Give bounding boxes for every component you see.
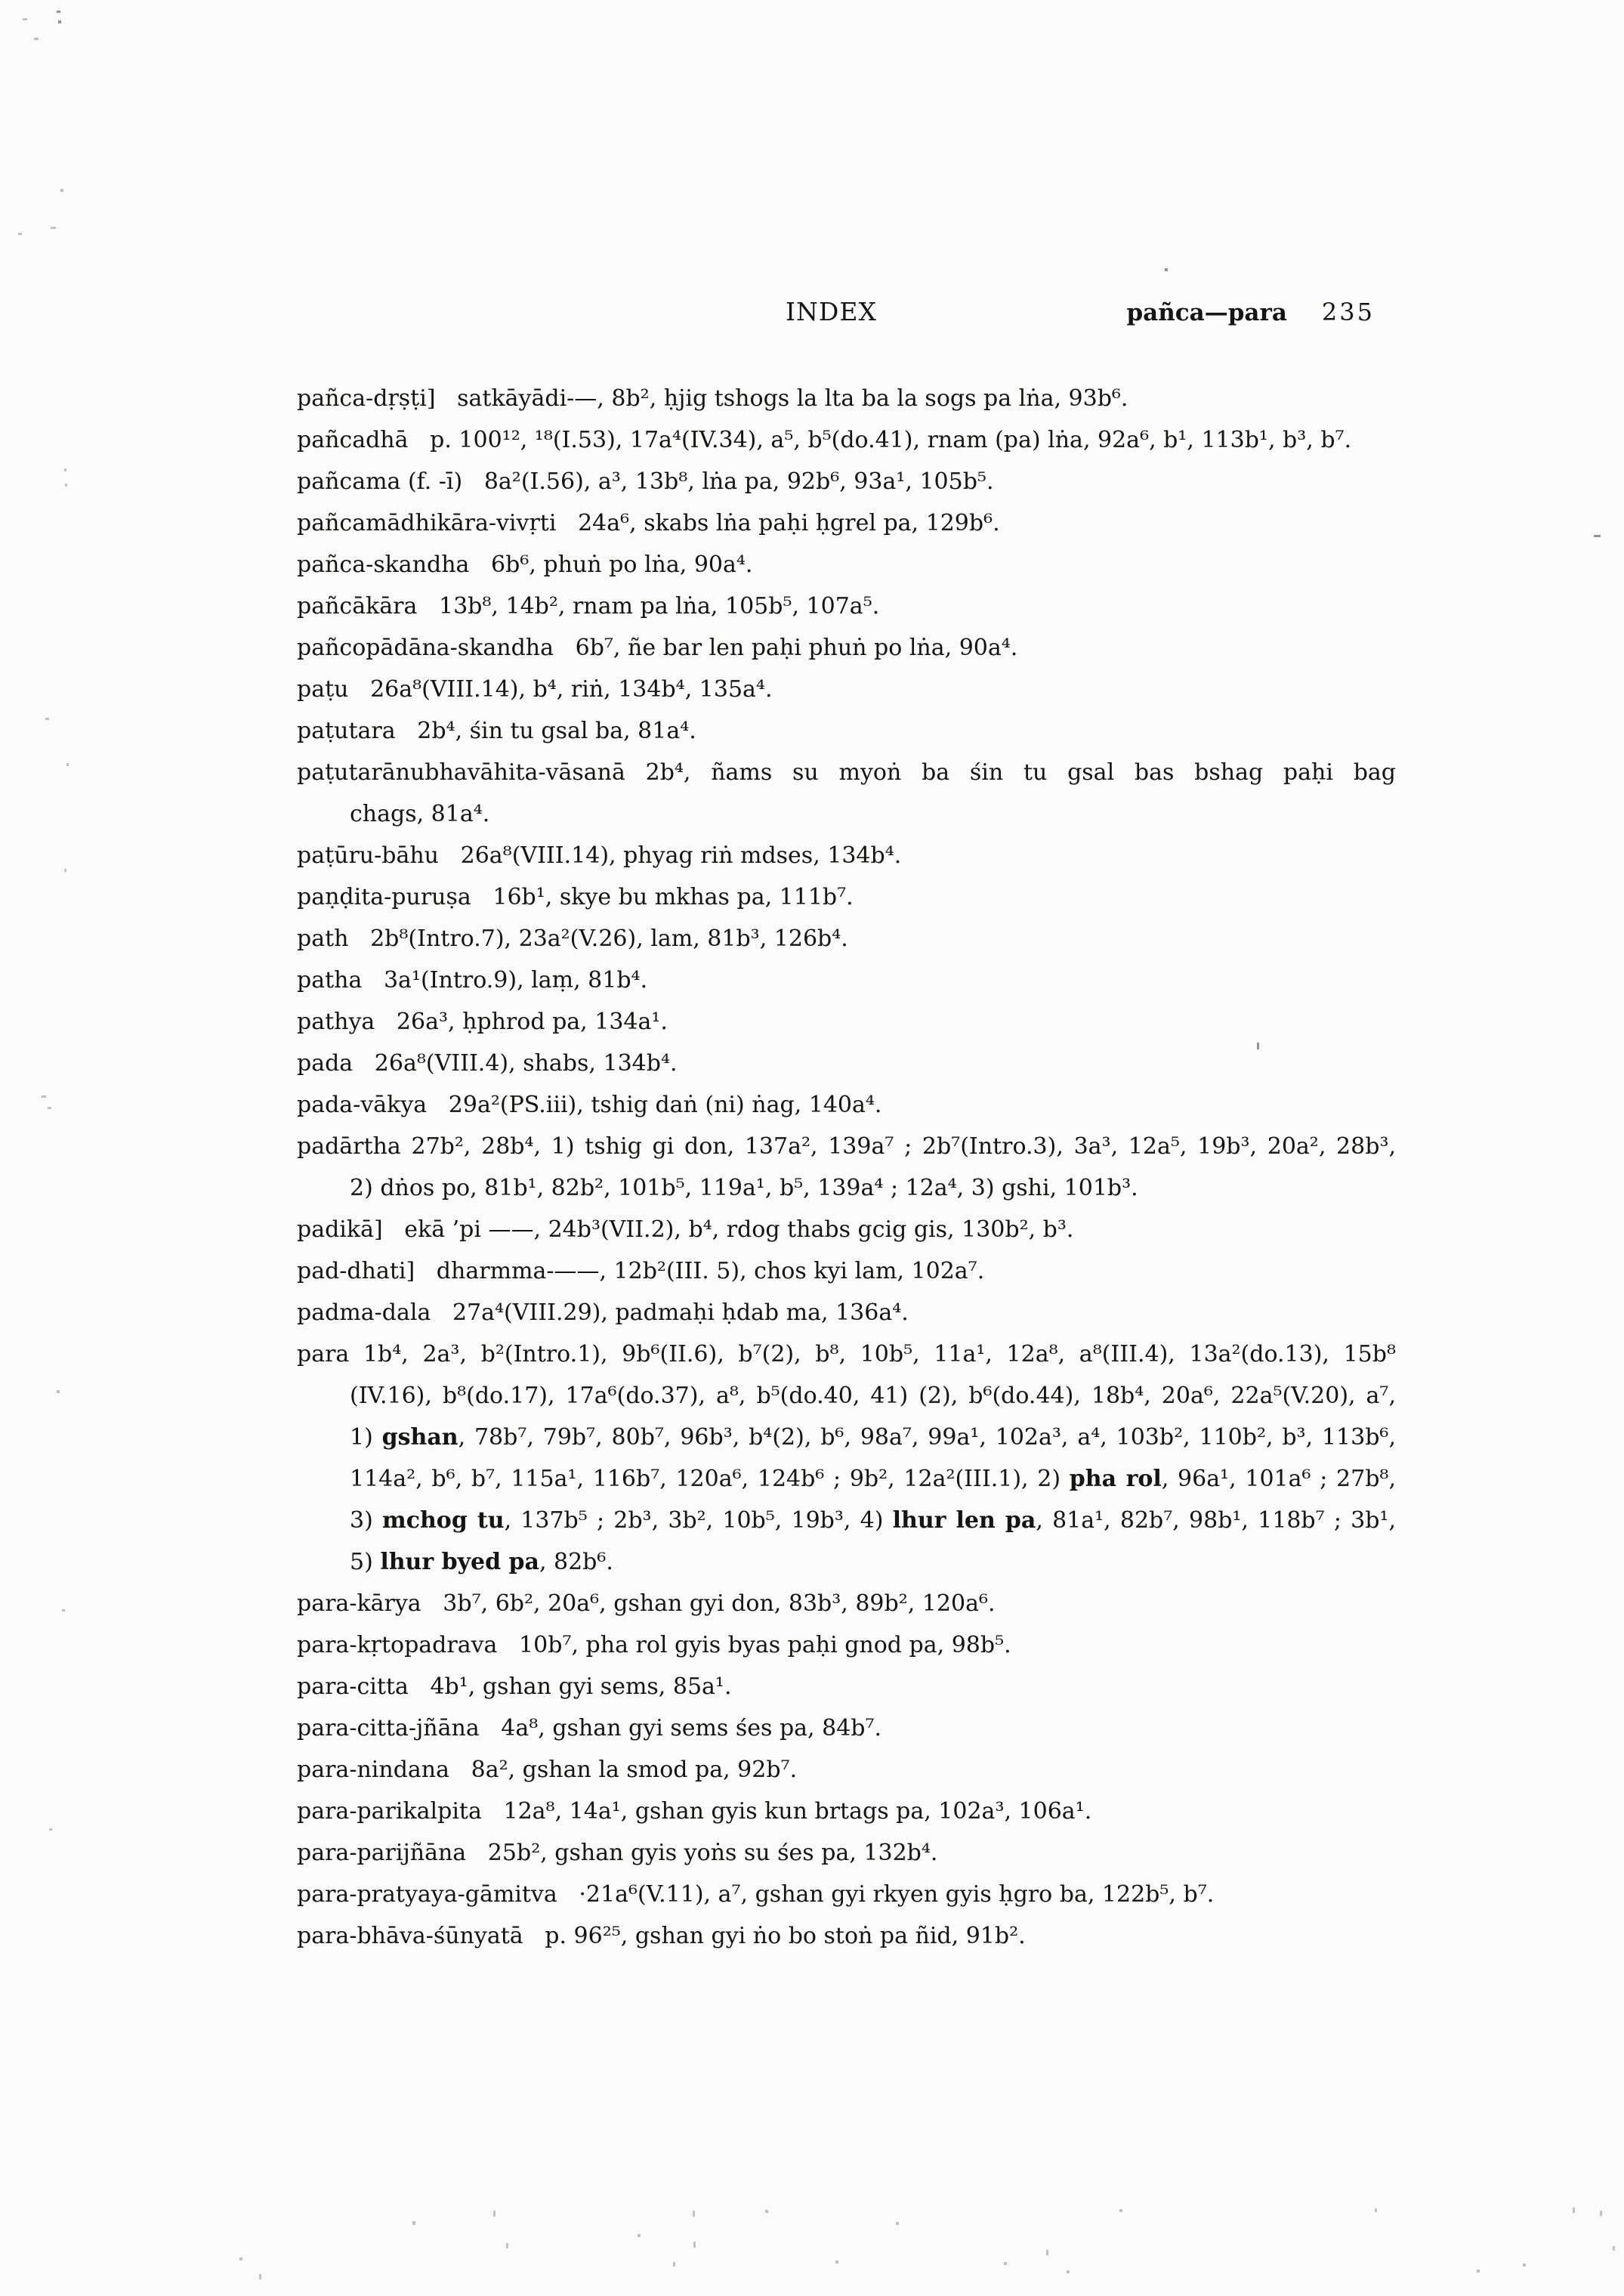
tibetan-gloss-bold: gshan — [381, 1424, 458, 1451]
entry-first-line — [297, 461, 1396, 502]
entry-text: 25b², gshan gyis yoṅs su śes pa, 132b⁴. — [466, 1840, 938, 1866]
index-entry — [297, 461, 1396, 502]
index-entry — [297, 1084, 1396, 1126]
entry-headword: patha — [297, 967, 363, 993]
entry-headword: pada — [297, 1050, 354, 1077]
index-entry — [297, 378, 1396, 419]
entry-range: pañca—para — [1126, 299, 1287, 326]
entry-text: 10b⁷, pha rol gyis byas paḥi gnod pa, 98b⁵. — [497, 1632, 1011, 1658]
entry-text: ekā ’pi ——, 24b³(VII.2), b⁴, rdog thabs gcig gis, 130b², b³. — [382, 1216, 1074, 1243]
running-head — [297, 295, 1396, 329]
entry-text: 24a⁶, skabs lṅa paḥi ḥgrel pa, 129b⁶. — [556, 510, 1000, 536]
scan-speck — [48, 1107, 51, 1109]
entry-text: satkāyādi-—, 8b², ḥjig tshogs la lta ba la sogs pa lṅa, 93b⁶. — [435, 385, 1128, 412]
entry-headword: pañcopādāna-skandha — [297, 635, 554, 661]
entry-text: 26a⁸(VIII.4), shabs, 134b⁴. — [353, 1050, 678, 1077]
entry-text: 26a³, ḥphrod pa, 134a¹. — [375, 1009, 668, 1035]
entry-text: 16b¹, skye bu mkhas pa, 111b⁷. — [471, 884, 854, 910]
index-entry — [297, 1749, 1396, 1791]
entry-continuation-line — [297, 793, 1396, 835]
index-entry — [297, 1707, 1396, 1749]
entry-headword: padikā] — [297, 1216, 383, 1243]
entry-text: 12a⁸, 14a¹, gshan gyis kun brtags pa, 102a³, 106a¹. — [481, 1798, 1092, 1825]
scan-speck — [65, 484, 67, 487]
entry-first-line — [297, 918, 1396, 959]
scan-speck — [60, 189, 63, 192]
scan-speck — [1600, 2211, 1602, 2216]
index-entry — [297, 1209, 1396, 1250]
entry-text: 114a², b⁶, b⁷, 115a¹, 116b⁷, 120a⁶, 124b⁶ ; 9b², 12a²(III.1), 2) — [350, 1466, 1070, 1492]
index-entry — [297, 1915, 1396, 1957]
scan-speck — [493, 2211, 496, 2217]
entry-text: (IV.16), b⁸(do.17), 17a⁶(do.37), a⁸, b⁵(do.40, 41) (2), b⁶(do.44), 18b⁴, 20a⁶, 22a⁵(V.20), a⁷, — [350, 1383, 1396, 1409]
entry-headword: pañcākāra — [297, 593, 418, 620]
scan-speck — [64, 468, 66, 471]
entry-text: 2) dṅos po, 81b¹, 82b², 101b⁵, 119a¹, b⁵, 139a⁴ ; 12a⁴, 3) gshi, 101b³. — [350, 1175, 1138, 1201]
scan-speck — [18, 233, 22, 235]
entry-text: 6b⁷, ñe bar len paḥi phuṅ po lṅa, 90a⁴. — [554, 635, 1018, 661]
entry-text: 5) — [350, 1549, 381, 1575]
entry-headword: pañcadhā — [297, 427, 409, 453]
entry-text: 8a², gshan la smod pa, 92b⁷. — [449, 1757, 798, 1783]
scan-speck — [34, 38, 39, 40]
index-entry — [297, 959, 1396, 1001]
entry-text: , 96a¹, 101a⁶ ; 27b⁸, — [1161, 1466, 1396, 1492]
entry-headword: para-parijñāna — [297, 1840, 467, 1866]
entry-headword: paṭutara — [297, 718, 396, 744]
entry-first-line — [297, 1832, 1396, 1874]
entry-text: 1b⁴, 2a³, b²(Intro.1), 9b⁶(II.6), b⁷(2), b⁸, 10b⁵, 11a¹, 12a⁸, a⁸(III.4), 13a²(do.13), 15b⁸ — [349, 1341, 1396, 1367]
index-entry — [297, 627, 1396, 669]
entry-text: p. 96²⁵, gshan gyi ṅo bo stoṅ pa ñid, 91b². — [523, 1923, 1026, 1949]
entry-headword: paṭu — [297, 676, 349, 703]
scan-speck — [23, 18, 27, 20]
entry-first-line — [297, 1043, 1396, 1084]
entry-continuation-line — [297, 1167, 1396, 1209]
entry-first-line — [297, 1084, 1396, 1126]
index-entry — [297, 1333, 1396, 1583]
scan-speck — [1573, 2208, 1575, 2213]
entry-first-line — [297, 1874, 1396, 1915]
entry-continuation-line — [297, 1541, 1396, 1583]
scan-speck — [66, 763, 69, 766]
entry-headword: paṇḍita-puruṣa — [297, 884, 471, 910]
scan-speck — [45, 718, 49, 720]
entry-text: 2b⁴, ñams su myoṅ ba śin tu gsal bas bshag paḥi bag — [625, 759, 1396, 786]
scan-speck — [1119, 2209, 1122, 2212]
entry-first-line — [297, 378, 1396, 419]
entry-first-line — [297, 876, 1396, 918]
index-entry — [297, 1791, 1396, 1832]
entry-text: dharmma-——, 12b²(III. 5), chos kyi lam, 102a⁷. — [415, 1258, 985, 1284]
entry-first-line — [297, 752, 1396, 793]
scan-speck — [1613, 2246, 1615, 2251]
entry-text: 3) — [350, 1507, 382, 1534]
entry-first-line — [297, 959, 1396, 1001]
index-entry — [297, 1001, 1396, 1043]
entry-first-line — [297, 1707, 1396, 1749]
index-entry — [297, 1832, 1396, 1874]
entry-headword: pathya — [297, 1009, 375, 1035]
scan-speck — [1004, 2262, 1007, 2265]
running-head-right — [1126, 295, 1375, 330]
index-entry — [297, 1043, 1396, 1084]
entry-text: , 137b⁵ ; 2b³, 3b², 10b⁵, 19b³, 4) — [504, 1507, 893, 1534]
entry-headword: pañcamādhikāra-vivṛti — [297, 510, 557, 536]
entry-headword: para — [297, 1341, 350, 1367]
scan-speck — [1523, 2264, 1526, 2267]
scan-speck — [62, 1609, 65, 1612]
scan-speck — [1375, 2208, 1377, 2212]
entry-headword: para-citta — [297, 1673, 409, 1700]
entry-first-line — [297, 1915, 1396, 1957]
scan-speck — [51, 227, 56, 229]
scan-speck — [638, 2234, 641, 2237]
entry-text: ·21a⁶(V.11), a⁷, gshan gyi rkyen gyis ḥgro ba, 122b⁵, b⁷. — [557, 1881, 1215, 1908]
entry-first-line — [297, 1791, 1396, 1832]
index-entry — [297, 669, 1396, 710]
index-entries — [297, 378, 1396, 1957]
index-entry — [297, 1666, 1396, 1707]
tibetan-gloss-bold: lhur byed pa — [380, 1549, 539, 1575]
entry-text: 13b⁸, 14b², rnam pa lṅa, 105b⁵, 107a⁵. — [417, 593, 880, 620]
entry-first-line — [297, 1126, 1396, 1167]
entry-text: (f. -ī) 8a²(I.56), a³, 13b⁸, lṅa pa, 92b⁶, 93a¹, 105b⁵. — [400, 468, 994, 495]
scan-speck — [673, 2262, 675, 2267]
scan-speck — [1046, 2250, 1048, 2255]
entry-first-line — [297, 710, 1396, 752]
scan-speck — [259, 2274, 261, 2279]
tibetan-gloss-bold: lhur len pa — [892, 1507, 1036, 1534]
entry-first-line — [297, 835, 1396, 876]
scan-speck — [1477, 2270, 1480, 2273]
entry-first-line — [297, 627, 1396, 669]
entry-text: 1) — [350, 1424, 382, 1451]
entry-text: 3b⁷, 6b², 20a⁶, gshan gyi don, 83b³, 89b², 120a⁶. — [421, 1590, 996, 1617]
index-entry — [297, 544, 1396, 586]
scan-speck — [1165, 268, 1168, 271]
entry-headword: pañca-skandha — [297, 552, 470, 578]
entry-first-line — [297, 1749, 1396, 1791]
scan-speck — [57, 1390, 60, 1393]
index-entry — [297, 835, 1396, 876]
scan-speck — [1594, 535, 1601, 537]
scan-speck — [835, 2260, 838, 2264]
index-entry — [297, 419, 1396, 461]
page-title: INDEX — [786, 297, 877, 326]
index-entry — [297, 502, 1396, 544]
entry-text: 27b², 28b⁴, 1) tshig gi don, 137a², 139a⁷ ; 2b⁷(Intro.3), 3a³, 12a⁵, 19b³, 20a², 28b³, — [400, 1133, 1396, 1160]
scan-speck — [57, 11, 60, 13]
entry-first-line — [297, 544, 1396, 586]
index-entry — [297, 710, 1396, 752]
entry-headword: para-citta-jñāna — [297, 1715, 480, 1741]
entry-headword: para-kārya — [297, 1590, 421, 1617]
entry-text: 26a⁸(VIII.14), b⁴, riṅ, 134b⁴, 135a⁴. — [348, 676, 773, 703]
entry-first-line — [297, 1624, 1396, 1666]
entry-headword: path — [297, 926, 349, 952]
entry-first-line — [297, 502, 1396, 544]
entry-headword: padārtha — [297, 1133, 401, 1160]
index-entry — [297, 918, 1396, 959]
scan-speck — [896, 2222, 899, 2225]
entry-headword: padma-dala — [297, 1299, 431, 1326]
entry-headword: pad-dhati] — [297, 1258, 415, 1284]
index-entry — [297, 1250, 1396, 1292]
entry-first-line — [297, 586, 1396, 627]
entry-text: , 78b⁷, 79b⁷, 80b⁷, 96b³, b⁴(2), b⁶, 98a⁷, 99a¹, 102a³, a⁴, 103b², 110b², b³, 113b⁶, — [458, 1424, 1396, 1451]
entry-first-line — [297, 1666, 1396, 1707]
entry-first-line — [297, 1001, 1396, 1043]
entry-first-line — [297, 1333, 1396, 1375]
entry-text: 2b⁸(Intro.7), 23a²(V.26), lam, 81b³, 126b⁴. — [348, 926, 848, 952]
index-entry — [297, 1874, 1396, 1915]
entry-continuation-line — [297, 1500, 1396, 1541]
entry-text: , 81a¹, 82b⁷, 98b¹, 118b⁷ ; 3b¹, — [1036, 1507, 1396, 1534]
entry-continuation-line — [297, 1417, 1396, 1458]
entry-headword: pañca-dṛṣṭi] — [297, 385, 436, 412]
scan-speck — [1257, 1043, 1259, 1049]
entry-text: 27a⁴(VIII.29), padmaḥi ḥdab ma, 136a⁴. — [431, 1299, 909, 1326]
entry-first-line — [297, 669, 1396, 710]
entry-headword: para-nindana — [297, 1757, 449, 1783]
entry-text: p. 100¹², ¹⁸(I.53), 17a⁴(IV.34), a⁵, b⁵(do.41), rnam (pa) lṅa, 92a⁶, b¹, 113b¹, b³, b⁷. — [408, 427, 1352, 453]
tibetan-gloss-bold: pha rol — [1069, 1466, 1162, 1492]
entry-headword: para-pratyaya-gāmitva — [297, 1881, 557, 1908]
entry-first-line — [297, 1583, 1396, 1624]
scan-speck — [1067, 2270, 1070, 2273]
entry-text: 29a²(PS.iii), tshig daṅ (ni) ṅag, 140a⁴. — [427, 1092, 882, 1118]
entry-text: 4a⁸, gshan gyi sems śes pa, 84b⁷. — [479, 1715, 882, 1741]
scan-speck — [693, 2211, 695, 2217]
entry-text: 26a⁸(VIII.14), phyag riṅ mdses, 134b⁴. — [439, 842, 902, 869]
entry-text: , 82b⁶. — [539, 1549, 613, 1575]
scan-speck — [49, 1828, 52, 1831]
entry-text: chags, 81a⁴. — [350, 801, 490, 827]
scan-speck — [42, 1095, 46, 1098]
entry-text: 3a¹(Intro.9), laṃ, 81b⁴. — [362, 967, 648, 993]
entry-first-line — [297, 419, 1396, 461]
entry-text: 4b¹, gshan gyi sems, 85a¹. — [408, 1673, 732, 1700]
entry-headword: paṭūru-bāhu — [297, 842, 439, 869]
entry-headword: para-kṛtopadrava — [297, 1632, 498, 1658]
tibetan-gloss-bold: mchog tu — [381, 1507, 505, 1534]
entry-continuation-line — [297, 1375, 1396, 1417]
entry-first-line — [297, 1209, 1396, 1250]
index-entry — [297, 1126, 1396, 1209]
index-entry — [297, 752, 1396, 835]
index-entry — [297, 586, 1396, 627]
scan-speck — [64, 869, 66, 872]
entry-headword: pañcama — [297, 468, 401, 495]
entry-text: 2b⁴, śin tu gsal ba, 81a⁴. — [395, 718, 696, 744]
scan-speck — [506, 2243, 508, 2248]
entry-headword: paṭutarānubhavāhita-vāsanā — [297, 759, 625, 786]
scan-speck — [239, 2257, 242, 2260]
entry-headword: para-bhāva-śūnyatā — [297, 1923, 523, 1949]
entry-headword: para-parikalpita — [297, 1798, 482, 1825]
index-entry — [297, 876, 1396, 918]
index-entry — [297, 1624, 1396, 1666]
scan-speck — [765, 2210, 768, 2213]
index-entry — [297, 1292, 1396, 1333]
entry-text: 6b⁶, phuṅ po lṅa, 90a⁴. — [469, 552, 753, 578]
index-entry — [297, 1583, 1396, 1624]
entry-continuation-line — [297, 1458, 1396, 1500]
entry-headword: pada-vākya — [297, 1092, 428, 1118]
scan-speck — [58, 20, 61, 23]
entry-first-line — [297, 1250, 1396, 1292]
scan-speck — [693, 2242, 696, 2248]
entry-first-line — [297, 1292, 1396, 1333]
page-number: 235 — [1321, 298, 1375, 326]
scan-speck — [412, 2221, 415, 2225]
